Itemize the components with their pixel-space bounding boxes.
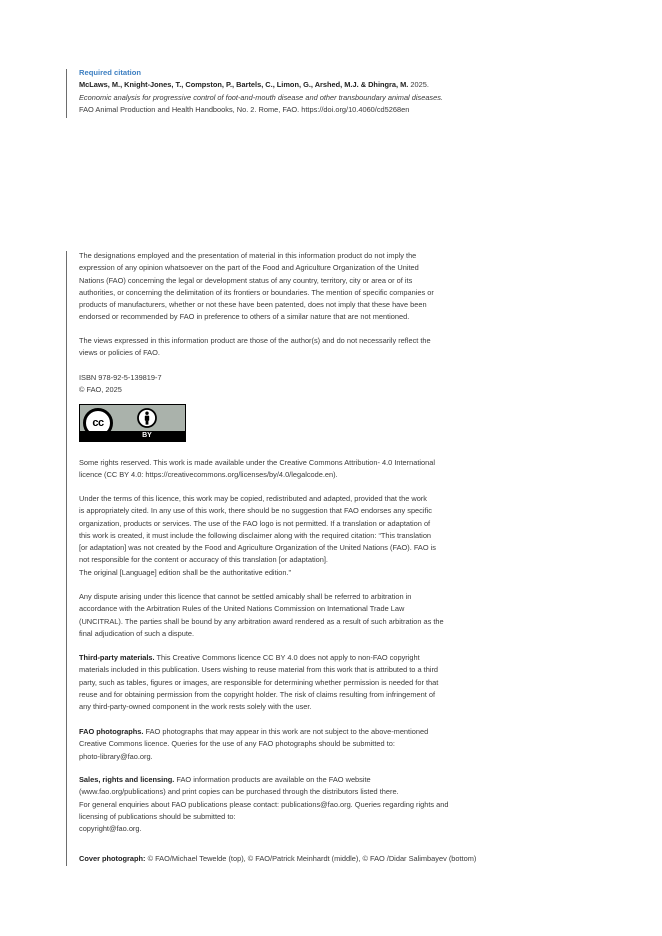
cover-line bbox=[79, 853, 549, 865]
sales-line: For general enquiries about FAO publications please contact: publications@fao.org. Queries regarding rights and bbox=[79, 799, 449, 809]
photos-line bbox=[79, 726, 549, 738]
sales-first: FAO information products are available on the FAO website bbox=[174, 775, 371, 784]
licence-line: Some rights reserved. This work is made available under the Creative Commons Attribution- 4.0 International bbox=[79, 458, 436, 467]
cc-by-licence-badge bbox=[79, 404, 186, 442]
attribution-person-icon bbox=[137, 408, 157, 428]
dispute-line: final adjudication of such a dispute. bbox=[79, 628, 195, 638]
isbn: ISBN 978-92-5-139819-7 bbox=[79, 373, 162, 382]
terms-paragraph bbox=[79, 493, 549, 579]
citation-margin-rule bbox=[66, 69, 67, 118]
sales-line: (www.fao.org/publications) and print copies can be purchased through the distributors listed there. bbox=[79, 787, 399, 797]
disclaimer-line: expression of any opinion whatsoever on the part of the Food and Agriculture Organization of the United bbox=[79, 263, 419, 273]
sales-line: licensing of publications should be submitted to: bbox=[79, 811, 236, 821]
disclaimer-line: products of manufacturers, whether or not these have been patented, does not imply that these have been bbox=[79, 300, 427, 310]
photos-first: FAO photographs that may appear in this work are not subject to the above-mentioned bbox=[143, 727, 429, 736]
disclaimer-paragraph bbox=[79, 250, 549, 324]
citation-authors: McLaws, M., Knight-Jones, T., Compston, P., Bartels, C., Limon, G., Arshed, M.J. & Dhingra, M. bbox=[79, 80, 409, 90]
citation-heading: Required citation bbox=[79, 68, 142, 77]
third-party-paragraph bbox=[79, 652, 549, 713]
photos-label: FAO photographs. bbox=[79, 727, 144, 736]
cover-label: Cover photograph: bbox=[79, 854, 146, 863]
disclaimer-line: authorities, or concerning the delimitation of its frontiers or boundaries. The mention of specific companies or bbox=[79, 287, 434, 297]
dispute-line: (UNCITRAL). The parties shall be bound by any arbitration award rendered as a result of such arbitration as the bbox=[79, 616, 444, 626]
cc-logo-icon: cc bbox=[83, 408, 113, 438]
sales-label: Sales, rights and licensing. bbox=[79, 775, 175, 784]
citation-year: 2025. bbox=[408, 80, 429, 90]
photos-line: photo-library@fao.org. bbox=[79, 751, 153, 761]
third-party-label: Third-party materials. bbox=[79, 653, 155, 662]
terms-line: organization, products or services. The use of the FAO logo is not permitted. If a translation or adaptation of bbox=[79, 518, 431, 528]
disclaimer-line: Nations (FAO) concerning the legal or development status of any country, territory, city or area or of its bbox=[79, 275, 413, 285]
licence-line: licence (CC BY 4.0: https://creativecommons.org/licenses/by/4.0/legalcode.en). bbox=[79, 470, 338, 480]
dispute-line: accordance with the Arbitration Rules of the United Nations Commission on International Trade Law bbox=[79, 604, 405, 614]
copyright-notice: © FAO, 2025 bbox=[79, 385, 122, 395]
citation-authors-line bbox=[79, 79, 549, 91]
terms-line: Under the terms of this licence, this work may be copied, redistributed and adapted, provided that the work bbox=[79, 494, 427, 503]
third-party-line: party, such as tables, figures or images, are responsible for determining whether permission is needed for that bbox=[79, 677, 439, 687]
disclaimer-line: The designations employed and the presentation of material in this information product do not imply the bbox=[79, 251, 417, 260]
views-line: The views expressed in this information product are those of the author(s) and do not necessarily reflect the bbox=[79, 336, 431, 345]
copyright-margin-rule bbox=[66, 251, 67, 866]
licence-paragraph bbox=[79, 457, 549, 482]
views-line: views or policies of FAO. bbox=[79, 348, 160, 358]
terms-line: not responsible for the content or accuracy of this translation [or adaptation]. bbox=[79, 555, 328, 565]
citation-title: Economic analysis for progressive control of foot-and-mouth disease and other transboundary animal diseases. bbox=[79, 92, 443, 102]
cover-credit bbox=[79, 853, 549, 865]
terms-line: The original [Language] edition shall be the authoritative edition.” bbox=[79, 567, 292, 577]
third-party-line: reuse and for obtaining permission from the copyright holder. The risk of claims resulting from infringement of bbox=[79, 689, 436, 699]
isbn-block bbox=[79, 372, 549, 397]
photos-line: Creative Commons licence. Queries for the use of any FAO photographs should be submitted to: bbox=[79, 739, 395, 749]
sales-paragraph bbox=[79, 774, 549, 835]
third-party-line: any third-party-owned component in the work rests solely with the user. bbox=[79, 702, 312, 712]
cover-text: © FAO/Michael Tewelde (top), © FAO/Patrick Meinhardt (middle), © FAO /Didar Salimbayev (bottom) bbox=[145, 854, 477, 863]
dispute-paragraph bbox=[79, 591, 549, 640]
third-party-line: materials included in this publication. Users wishing to reuse material from this work that is attributed to a third bbox=[79, 665, 439, 675]
badge-strip bbox=[80, 431, 185, 441]
by-label: BY bbox=[142, 432, 152, 439]
third-party-line bbox=[79, 652, 549, 664]
third-party-first: This Creative Commons licence CC BY 4.0 does not apply to non-FAO copyright bbox=[154, 653, 420, 662]
views-paragraph bbox=[79, 335, 549, 360]
citation-series: FAO Animal Production and Health Handbooks, No. 2. Rome, FAO. https://doi.org/10.4060/cd5268en bbox=[79, 104, 410, 114]
terms-line: this work is created, it must include the following disclaimer along with the required citation: “This translation bbox=[79, 530, 432, 540]
terms-line: is appropriately cited. In any use of this work, there should be no suggestion that FAO endorses any specific bbox=[79, 506, 432, 516]
dispute-line: Any dispute arising under this licence that cannot be settled amicably shall be referred to arbitration in bbox=[79, 592, 412, 601]
sales-line: copyright@fao.org. bbox=[79, 824, 142, 834]
terms-line: [or adaptation] was not created by the Food and Agriculture Organization of the United Nations (FAO). FAO is bbox=[79, 543, 436, 553]
sales-line bbox=[79, 774, 549, 786]
citation-block bbox=[79, 67, 549, 116]
disclaimer-line: endorsed or recommended by FAO in preference to others of a similar nature that are not mentioned. bbox=[79, 312, 410, 322]
photos-paragraph bbox=[79, 726, 549, 763]
